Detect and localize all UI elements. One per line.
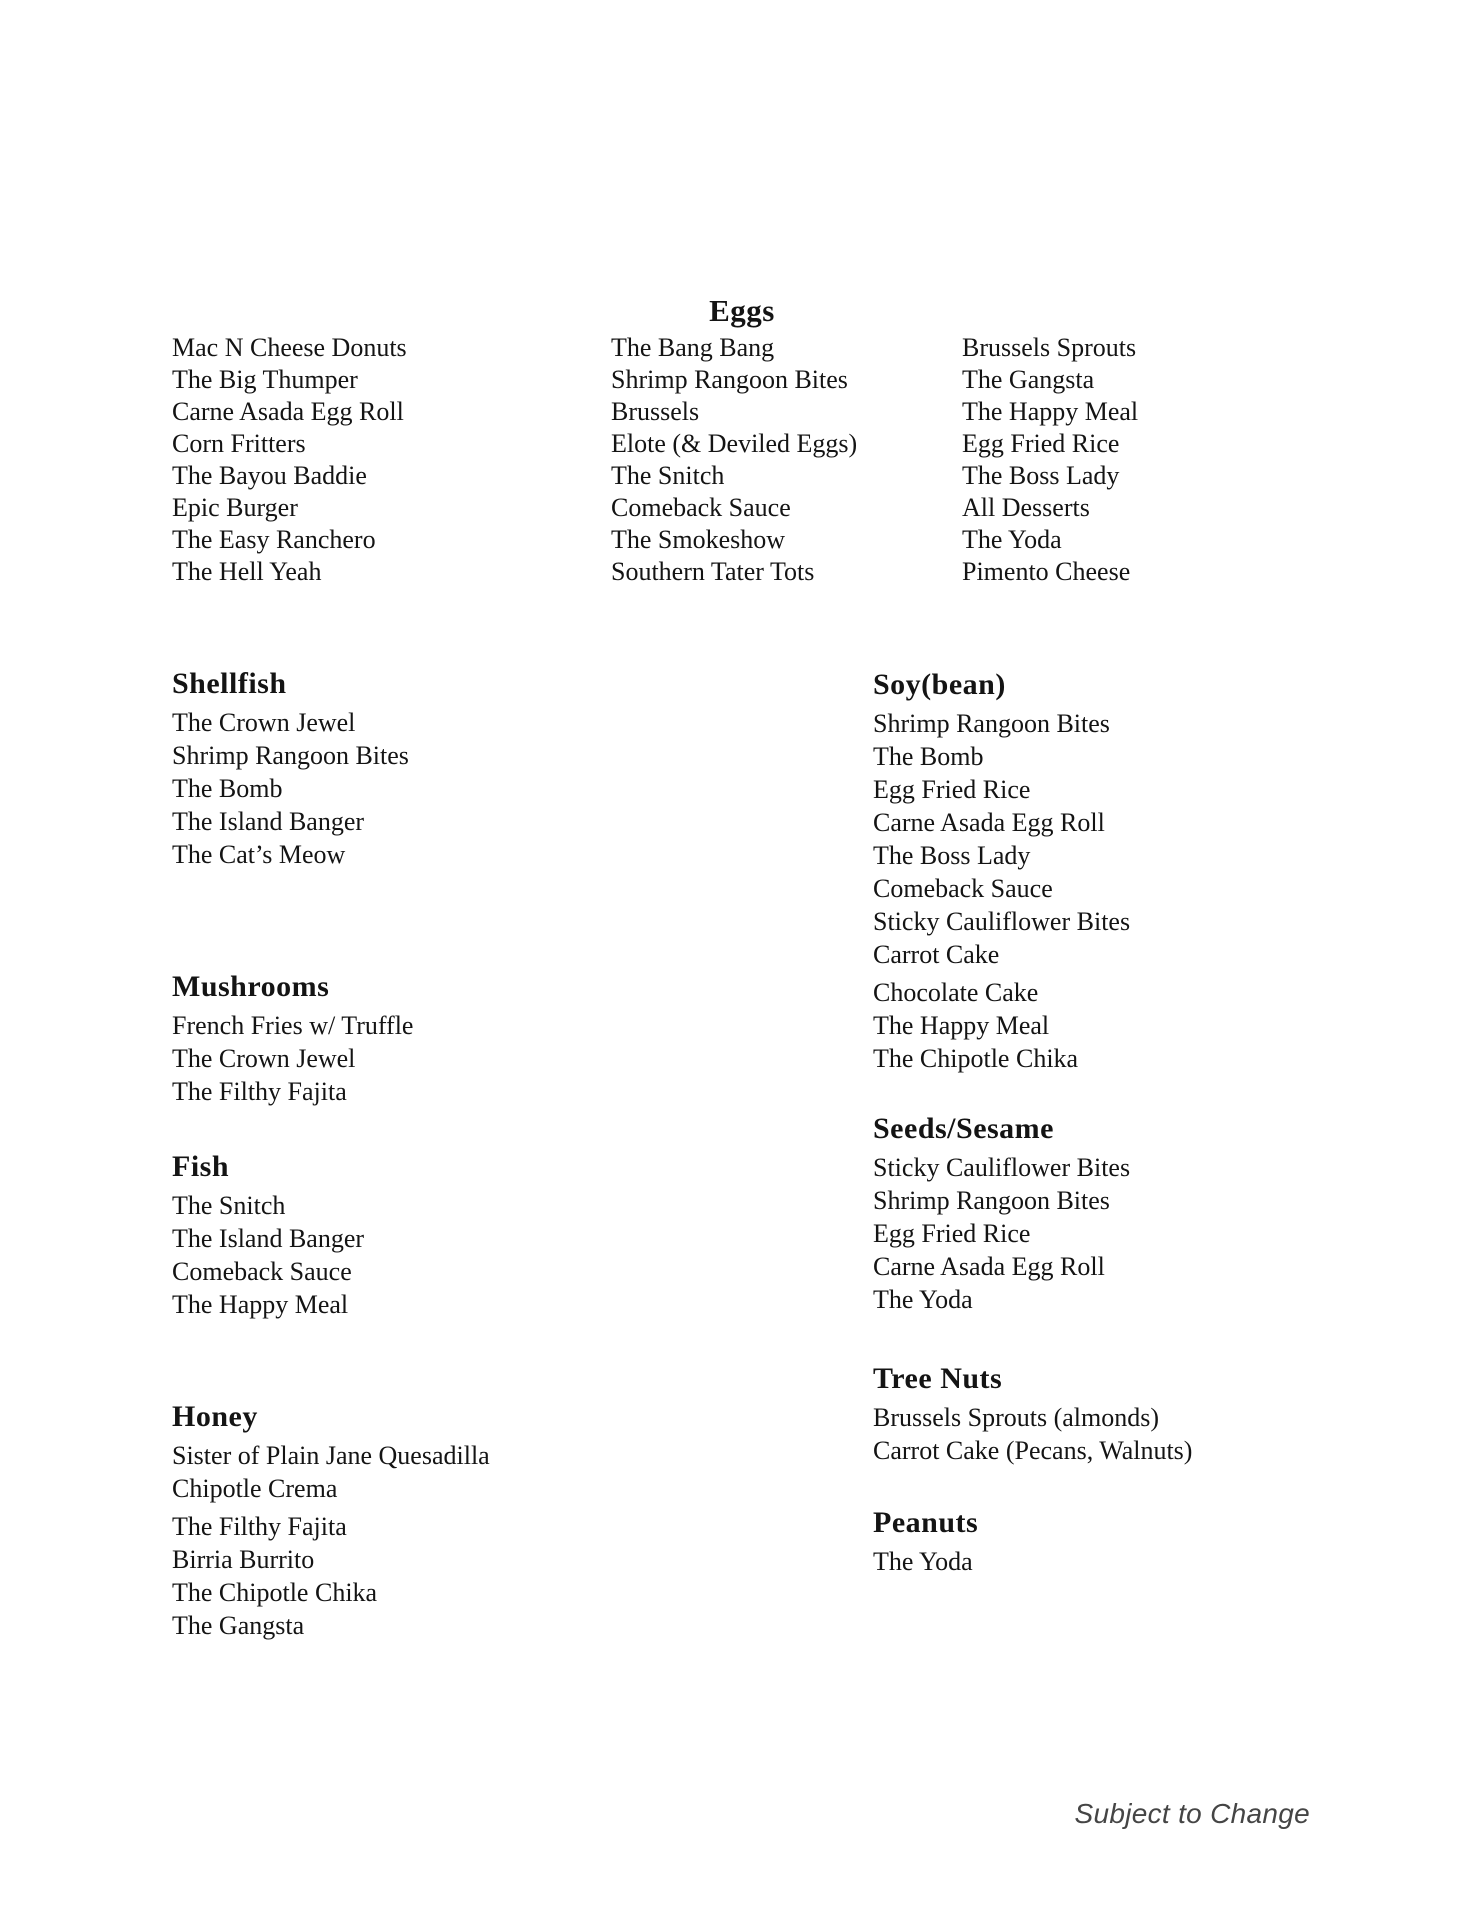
- list-item: The Island Banger: [172, 807, 365, 836]
- list-item: The Chipotle Chika: [172, 1578, 378, 1607]
- list-item: All Desserts: [962, 493, 1090, 522]
- section-list: [873, 1545, 978, 1578]
- list-item: Shrimp Rangoon Bites: [873, 709, 1110, 738]
- list-item: Chocolate Cake: [873, 978, 1039, 1007]
- list-item: Brussels Sprouts (almonds): [873, 1403, 1159, 1432]
- section-title: Honey: [172, 1400, 258, 1433]
- section-list: [873, 1151, 1130, 1316]
- list-item: Corn Fritters: [172, 429, 306, 458]
- list-item: The Easy Ranchero: [172, 525, 376, 554]
- section-list: [172, 706, 409, 871]
- list-item: The Bang Bang: [611, 333, 775, 362]
- list-item: The Bayou Baddie: [172, 461, 367, 490]
- list-item: The Yoda: [873, 1285, 973, 1314]
- section-list: [172, 1439, 490, 1642]
- section-honey: [172, 1399, 490, 1642]
- list-item: The Crown Jewel: [172, 1044, 356, 1073]
- list-item: Sister of Plain Jane Quesadilla: [172, 1441, 490, 1470]
- list-item: Pimento Cheese: [962, 557, 1131, 586]
- section-shellfish: [172, 666, 409, 871]
- list-item: Shrimp Rangoon Bites: [172, 741, 409, 770]
- list-item: The Yoda: [873, 1547, 973, 1576]
- list-item: The Gangsta: [172, 1611, 305, 1640]
- list-item: Comeback Sauce: [611, 493, 791, 522]
- list-item: Birria Burrito: [172, 1545, 315, 1574]
- footer-note: Subject to Change: [1074, 1798, 1310, 1829]
- section-tree-nuts: [873, 1361, 1192, 1467]
- eggs-column-1: [172, 332, 407, 588]
- list-item: The Snitch: [172, 1191, 286, 1220]
- list-item: Mac N Cheese Donuts: [172, 333, 407, 362]
- list-item: Shrimp Rangoon Bites: [611, 365, 848, 394]
- list-item: Carne Asada Egg Roll: [172, 397, 404, 426]
- list-item: The Boss Lady: [962, 461, 1120, 490]
- list-item: Shrimp Rangoon Bites: [873, 1186, 1110, 1215]
- section-list: [172, 1189, 364, 1321]
- list-item: Carne Asada Egg Roll: [873, 1252, 1105, 1281]
- list-item: Comeback Sauce: [873, 874, 1053, 903]
- list-item: The Cat’s Meow: [172, 840, 346, 869]
- list-item: The Island Banger: [172, 1224, 365, 1253]
- list-item: Elote (& Deviled Eggs): [611, 429, 858, 458]
- list-item: The Snitch: [611, 461, 725, 490]
- section-title: Soy(bean): [873, 668, 1006, 701]
- page-title: Eggs: [709, 293, 775, 328]
- eggs-column-3: [962, 332, 1138, 588]
- list-item: French Fries w/ Truffle: [172, 1011, 414, 1040]
- list-item: The Smokeshow: [611, 525, 786, 554]
- list-item: The Bomb: [873, 742, 984, 771]
- list-item: The Chipotle Chika: [873, 1044, 1079, 1073]
- list-item: Sticky Cauliflower Bites: [873, 1153, 1131, 1182]
- list-item: Carrot Cake (Pecans, Walnuts): [873, 1436, 1193, 1465]
- list-item: The Yoda: [962, 525, 1062, 554]
- section-list: [172, 1009, 413, 1108]
- list-item: Egg Fried Rice: [962, 429, 1120, 458]
- list-item: The Happy Meal: [172, 1290, 349, 1319]
- list-item: Brussels: [611, 397, 700, 426]
- section-list: [873, 1401, 1192, 1467]
- section-fish: [172, 1149, 364, 1321]
- section-soybean: [873, 667, 1130, 1075]
- list-item: Egg Fried Rice: [873, 1219, 1031, 1248]
- list-item: Sticky Cauliflower Bites: [873, 907, 1131, 936]
- list-item: The Happy Meal: [873, 1011, 1050, 1040]
- section-title: Tree Nuts: [873, 1362, 1003, 1395]
- list-item: Brussels Sprouts: [962, 333, 1137, 362]
- list-item: Carne Asada Egg Roll: [873, 808, 1105, 837]
- section-title: Fish: [172, 1150, 230, 1183]
- list-item: Egg Fried Rice: [873, 775, 1031, 804]
- list-item: Southern Tater Tots: [611, 557, 815, 586]
- list-item: The Gangsta: [962, 365, 1095, 394]
- section-title: Mushrooms: [172, 970, 330, 1003]
- eggs-column-2: [611, 332, 857, 588]
- list-item: Chipotle Crema: [172, 1474, 338, 1503]
- list-item: The Big Thumper: [172, 365, 358, 394]
- section-peanuts: [873, 1505, 978, 1578]
- list-item: Epic Burger: [172, 493, 298, 522]
- list-item: The Boss Lady: [873, 841, 1031, 870]
- section-mushrooms: [172, 969, 413, 1108]
- section-title: Seeds/Sesame: [873, 1112, 1054, 1145]
- section-seeds-sesame: [873, 1111, 1130, 1316]
- list-item: The Hell Yeah: [172, 557, 322, 586]
- list-item: The Crown Jewel: [172, 708, 356, 737]
- list-item: The Bomb: [172, 774, 283, 803]
- list-item: The Filthy Fajita: [172, 1512, 347, 1541]
- section-list: [873, 707, 1130, 1075]
- list-item: The Filthy Fajita: [172, 1077, 347, 1106]
- section-title: Shellfish: [172, 667, 287, 700]
- list-item: The Happy Meal: [962, 397, 1139, 426]
- section-title: Peanuts: [873, 1506, 979, 1539]
- list-item: Comeback Sauce: [172, 1257, 352, 1286]
- list-item: Carrot Cake: [873, 940, 1000, 969]
